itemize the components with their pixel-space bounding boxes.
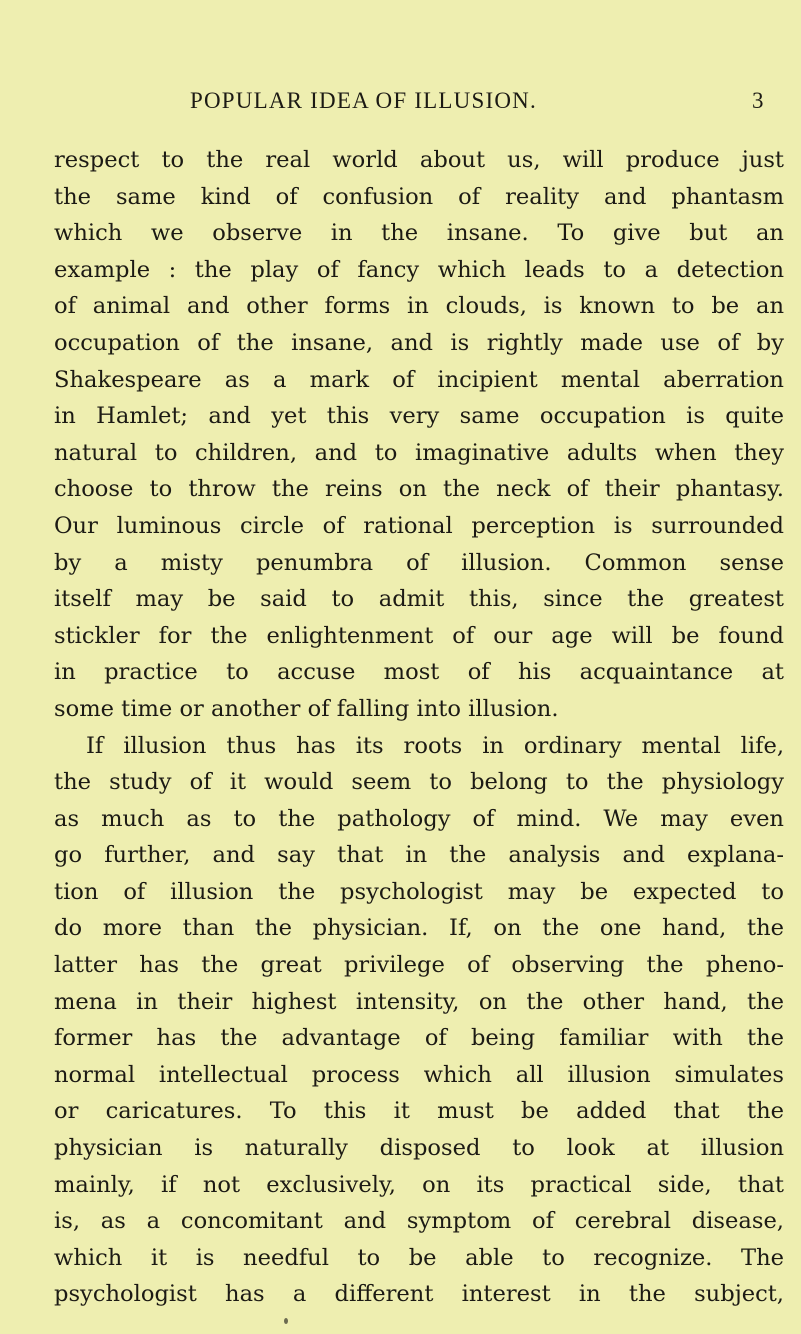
text-line: mainly, if not exclusively, on its practical side, that [54, 1171, 784, 1198]
text-line: example : the play of fancy which leads to a detection [54, 256, 784, 283]
text-line: natural to children, and to imaginative adults when they [54, 439, 784, 466]
text-line: Shakespeare as a mark of incipient mental aberration [54, 366, 784, 393]
text-line: normal intellectual process which all illusion simulates [54, 1061, 784, 1088]
text-line: of animal and other forms in clouds, is known to be an [54, 293, 784, 320]
text-line: in practice to accuse most of his acquaintance at [54, 659, 784, 686]
text-line: the study of it would seem to belong to the physiology [54, 769, 784, 796]
text-line: choose to throw the reins on the neck of their phantasy. [54, 476, 784, 503]
text-line: mena in their highest intensity, on the other hand, the [54, 988, 784, 1015]
text-line: tion of illusion the psychologist may be expected to [54, 878, 784, 905]
text-line: go further, and say that in the analysis and explana- [54, 842, 784, 869]
text-line: former has the advantage of being familiar with the [54, 1025, 784, 1052]
text-line: or caricatures. To this it must be added that the [54, 1098, 784, 1125]
text-line: is, as a concomitant and symptom of cerebral disease, [54, 1208, 784, 1235]
page-number: 3 [752, 88, 764, 113]
text-line: If illusion thus has its roots in ordinary mental life, [86, 732, 784, 759]
text-line: by a misty penumbra of illusion. Common sense [54, 549, 784, 576]
text-line: respect to the real world about us, will produce just [54, 147, 784, 173]
body-text [54, 142, 784, 1313]
running-title: POPULAR IDEA OF ILLUSION. [190, 88, 537, 113]
text-line: stickler for the enlightenment of our age will be found [54, 622, 784, 649]
running-head [0, 88, 801, 118]
text-line: in Hamlet; and yet this very same occupation is quite [54, 403, 784, 430]
text-line: as much as to the pathology of mind. We may even [54, 805, 784, 832]
text-line: which it is needful to be able to recognize. The [54, 1244, 784, 1271]
text-line: latter has the great privilege of observing the pheno- [54, 952, 784, 979]
text-line: which we observe in the insane. To give but an [54, 220, 784, 247]
text-line: do more than the physician. If, on the one hand, the [54, 915, 784, 942]
text-line: physician is naturally disposed to look at illusion [54, 1135, 784, 1162]
text-line: psychologist has a different interest in the subject, [54, 1281, 784, 1308]
ink-speck [284, 1318, 288, 1324]
text-line: itself may be said to admit this, since the greatest [54, 586, 784, 613]
text-line: Our luminous circle of rational perception is surrounded [54, 512, 784, 539]
text-line: some time or another of falling into illusion. [54, 695, 559, 722]
text-line: the same kind of confusion of reality and phantasm [54, 183, 784, 210]
text-line: occupation of the insane, and is rightly made use of by [54, 329, 784, 356]
